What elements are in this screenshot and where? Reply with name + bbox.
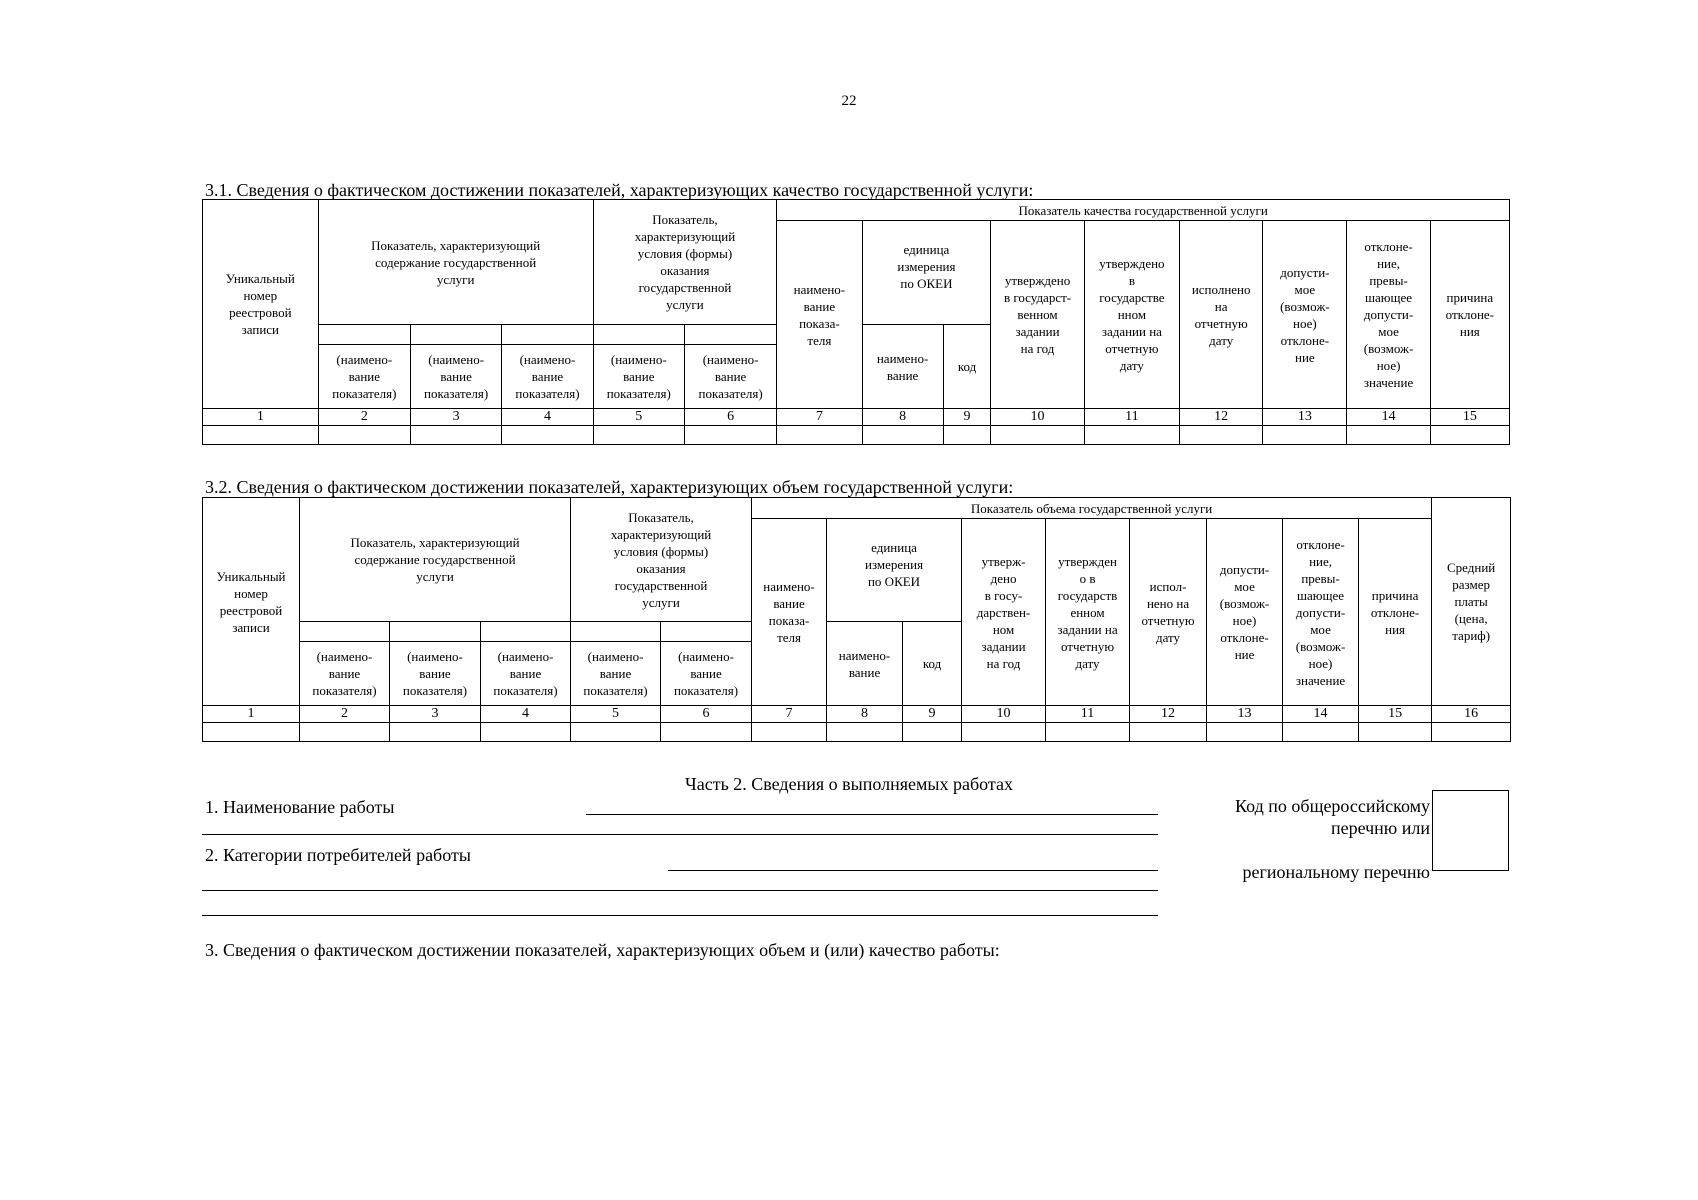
header-unit-name: наимено- вание [862,325,943,409]
header-quality-indicator: Показатель качества государственной услуги [777,200,1510,221]
blank-cell [300,622,390,642]
data-cell[interactable] [1263,426,1347,445]
header-content-indicator: Показатель, характеризующий содержание государственной услуги [300,498,571,622]
column-number: 7 [752,706,827,723]
consumers-line-2[interactable] [202,890,1158,891]
data-cell[interactable] [862,426,943,445]
data-cell[interactable] [684,426,776,445]
header-unit-code: код [943,325,991,409]
column-number: 9 [903,706,962,723]
data-cell[interactable] [1046,723,1130,742]
header-approved-date: утвержден о в государств енном задании на отчетную дату [1046,519,1130,706]
data-cell[interactable] [481,723,571,742]
work-name-label: 1. Наименование работы [205,797,395,817]
data-cell[interactable] [943,426,991,445]
data-cell[interactable] [410,426,501,445]
header-conditions-indicator: Показатель, характеризующий условия (формы) оказания государственной услуги [593,200,777,325]
header-exceeding-deviation: отклоне- ние, превы- шающее допусти- мое (возмож- ное) значение [1283,519,1359,706]
column-number: 14 [1347,409,1430,426]
code-box[interactable] [1432,790,1509,871]
header-sub-indicator: (наимено- вание показателя) [684,345,776,409]
data-cell[interactable] [903,723,962,742]
section-3-1-heading: 3.1. Сведения о фактическом достижении показателей, характеризующих качество государственной услуги: [205,180,1034,200]
data-cell[interactable] [1432,723,1511,742]
column-number: 10 [991,409,1084,426]
header-allowed-deviation: допусти- мое (возмож- ное) отклоне- ние [1207,519,1283,706]
data-cell[interactable] [502,426,593,445]
section-3-2-heading: 3.2. Сведения о фактическом достижении показателей, характеризующих объем государственной услуги: [205,477,1014,497]
column-number: 15 [1359,706,1432,723]
header-done: исполнено на отчетную дату [1180,221,1263,409]
blank-cell [593,325,684,345]
column-number: 15 [1430,409,1509,426]
column-number: 6 [684,409,776,426]
header-unique-number: Уникальный номер реестровой записи [203,498,300,706]
data-cell[interactable] [1130,723,1207,742]
data-cell[interactable] [318,426,410,445]
volume-table [202,497,1511,742]
consumers-line[interactable] [668,870,1158,871]
data-cell[interactable] [1180,426,1263,445]
column-number: 1 [203,409,319,426]
blank-cell [684,325,776,345]
data-cell[interactable] [1430,426,1509,445]
data-cell[interactable] [777,426,862,445]
header-deviation-reason: причина отклоне- ния [1430,221,1509,409]
blank-cell [571,622,661,642]
column-number: 11 [1084,409,1179,426]
column-number: 4 [502,409,593,426]
data-cell[interactable] [1359,723,1432,742]
column-number: 16 [1432,706,1511,723]
blank-cell [661,622,752,642]
column-number: 5 [571,706,661,723]
data-cell[interactable] [203,426,319,445]
data-cell[interactable] [1084,426,1179,445]
column-number: 3 [410,409,501,426]
column-number: 4 [481,706,571,723]
header-sub-indicator: (наимено- вание показателя) [661,642,752,706]
column-number: 2 [318,409,410,426]
blank-cell [481,622,571,642]
data-cell[interactable] [593,426,684,445]
column-number: 1 [203,706,300,723]
header-content-indicator: Показатель, характеризующий содержание государственной услуги [318,200,593,325]
header-unit-name: наимено- вание [827,622,903,706]
part2-title: Часть 2. Сведения о выполняемых работах [685,774,1013,794]
column-number: 11 [1046,706,1130,723]
column-number: 2 [300,706,390,723]
data-cell[interactable] [300,723,390,742]
header-okei-unit: единица измерения по ОКЕИ [862,221,991,325]
blank-cell [318,325,410,345]
header-approved-year: утверж- дено в госу- дарствен- ном задании на год [962,519,1046,706]
column-number: 8 [827,706,903,723]
column-number: 12 [1130,706,1207,723]
header-indicator-name: наимено- вание показа- теля [777,221,862,409]
header-sub-indicator: (наимено- вание показателя) [481,642,571,706]
column-number: 13 [1263,409,1347,426]
data-cell[interactable] [1283,723,1359,742]
header-done: испол- нено на отчетную дату [1130,519,1207,706]
code-label: Код по общероссийскому перечню или региональному перечню [1235,796,1430,882]
header-conditions-indicator: Показатель, характеризующий условия (формы) оказания государственной услуги [571,498,752,622]
data-cell[interactable] [1207,723,1283,742]
header-approved-year: утверждено в государст- венном задании на год [991,221,1084,409]
header-volume-indicator: Показатель объема государственной услуги [752,498,1432,519]
data-cell[interactable] [752,723,827,742]
header-sub-indicator: (наимено- вание показателя) [300,642,390,706]
blank-cell [390,622,481,642]
header-allowed-deviation: допусти- мое (возмож- ное) отклоне- ние [1263,221,1347,409]
header-sub-indicator: (наимено- вание показателя) [390,642,481,706]
column-number: 12 [1180,409,1263,426]
data-cell[interactable] [962,723,1046,742]
quality-table [202,199,1510,445]
header-indicator-name: наимено- вание показа- теля [752,519,827,706]
data-cell[interactable] [991,426,1084,445]
column-number: 6 [661,706,752,723]
work-name-line[interactable] [586,814,1158,815]
column-number: 8 [862,409,943,426]
data-cell[interactable] [571,723,661,742]
data-cell[interactable] [661,723,752,742]
data-cell[interactable] [827,723,903,742]
work-name-line-2[interactable] [202,834,1158,835]
consumers-label: 2. Категории потребителей работы [205,845,471,865]
header-sub-indicator: (наимено- вание показателя) [502,345,593,409]
section-3-heading: 3. Сведения о фактическом достижении показателей, характеризующих объем и (или) качество работы: [205,940,1000,960]
column-number: 9 [943,409,991,426]
header-okei-unit: единица измерения по ОКЕИ [827,519,962,622]
header-deviation-reason: причина отклоне- ния [1359,519,1432,706]
header-unit-code: код [903,622,962,706]
data-cell[interactable] [390,723,481,742]
column-number: 5 [593,409,684,426]
column-number: 10 [962,706,1046,723]
blank-cell [502,325,593,345]
column-number: 14 [1283,706,1359,723]
header-exceeding-deviation: отклоне- ние, превы- шающее допусти- мое (возмож- ное) значение [1347,221,1430,409]
blank-cell [410,325,501,345]
header-sub-indicator: (наимено- вание показателя) [571,642,661,706]
column-number: 3 [390,706,481,723]
column-number: 13 [1207,706,1283,723]
header-sub-indicator: (наимено- вание показателя) [593,345,684,409]
page-number: 22 [841,93,857,109]
header-sub-indicator: (наимено- вание показателя) [410,345,501,409]
header-average-price: Средний размер платы (цена, тариф) [1432,498,1511,706]
data-cell[interactable] [203,723,300,742]
header-approved-date: утверждено в государстве нном задании на отчетную дату [1084,221,1179,409]
consumers-line-3[interactable] [202,915,1158,916]
column-number: 7 [777,409,862,426]
header-unique-number: Уникальный номер реестровой записи [203,200,319,409]
header-sub-indicator: (наимено- вание показателя) [318,345,410,409]
data-cell[interactable] [1347,426,1430,445]
